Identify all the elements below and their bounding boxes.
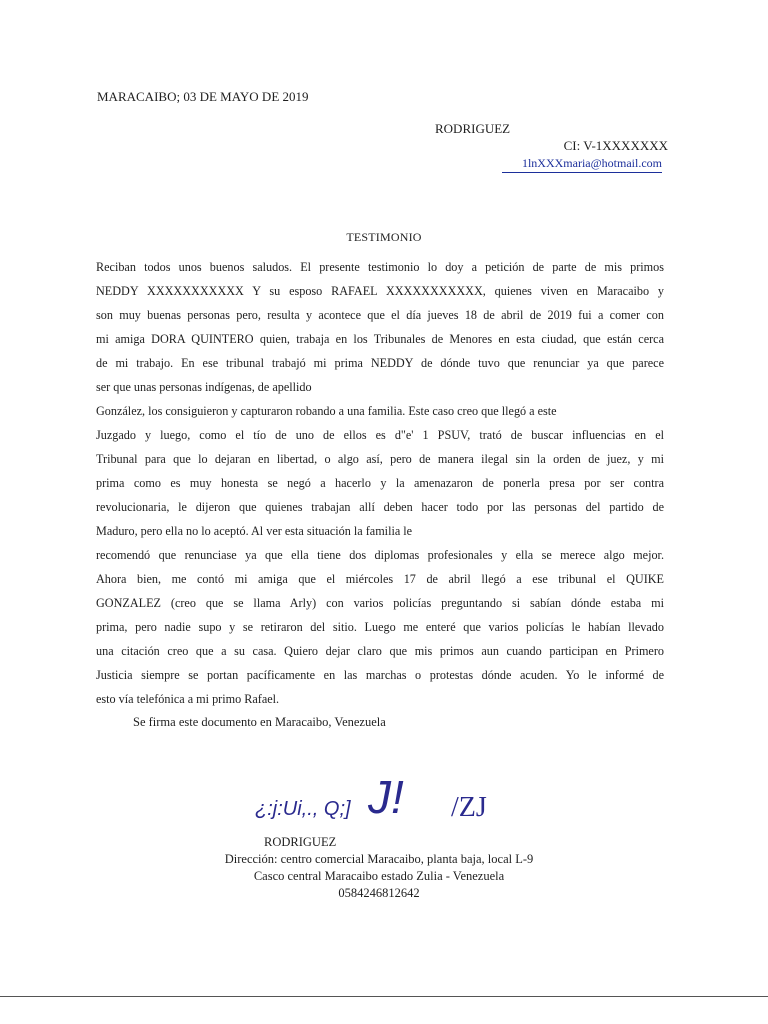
handwritten-signature	[255, 770, 515, 830]
body-line: de mi trabajo. En ese tribunal trabajó mi prima NEDDY de dónde tuvo que renunciar ya que parece	[96, 356, 664, 370]
body-line: Ahora bien, me contó mi amiga que el miércoles 17 de abril llegó a ese tribunal el QUIKE	[96, 572, 664, 586]
signing-statement: Se firma este documento en Maracaibo, Venezuela	[133, 715, 386, 729]
signer-contact-block	[0, 851, 758, 902]
body-line: esto vía telefónica a mi primo Rafael.	[96, 692, 280, 706]
body-line: prima, pero nadie supo y se retiraron del sitio. Luego me enteré que varios policías le habían llevado	[96, 620, 664, 634]
body-line: Tribunal para que lo dejaran en libertad, o algo así, pero de manera ilegal sin la orden de juez, y mi	[96, 452, 664, 466]
body-line: recomendó que renunciase ya que ella tiene dos diplomas profesionales y ella se merece algo mejor.	[96, 548, 664, 562]
body-line: mi amiga DORA QUINTERO quien, trabaja en los Tribunales de Menores en esta ciudad, que están cerca	[96, 332, 664, 346]
address-line: Dirección: centro comercial Maracaibo, planta baja, local L-9	[224, 852, 534, 866]
sender-name: RODRIGUEZ	[435, 121, 511, 136]
signature-part: J!	[368, 771, 404, 823]
body-line: son muy buenas personas pero, resulta y acontece que el día jueves 18 de abril de 2019 fui a comer con	[96, 308, 664, 322]
phone-number: 0584246812642	[338, 886, 420, 900]
sender-id-number: CI: V-1XXXXXXX	[563, 138, 668, 153]
body-line: Reciban todos unos buenos saludos. El presente testimonio lo doy a petición de parte de mis primos	[96, 260, 664, 274]
body-line: una citación creo que a su casa. Quiero dejar claro que mis primos aun cuando participan en Primero	[96, 644, 664, 658]
body-line: revolucionaria, le dijeron que quienes trabajan allí deben hacer todo por las personas del partido de	[96, 500, 664, 514]
signature-part: ¿:j:Ui,., Q;]	[255, 798, 351, 820]
page-bottom-divider	[0, 996, 768, 997]
document-title: TESTIMONIO	[346, 230, 422, 244]
body-line: GONZALEZ (creo que se llama Arly) con varios policías preguntando si sabían dónde estaba mi	[96, 596, 664, 610]
signature-part: /ZJ	[451, 792, 487, 823]
body-line: Justicia siempre se portan pacíficamente en las marchas o protestas dónde acuden. Yo le informé de	[96, 668, 664, 682]
address-line: Casco central Maracaibo estado Zulia - Venezuela	[253, 869, 505, 883]
body-line: NEDDY XXXXXXXXXXX Y su esposo RAFAEL XXXXXXXXXXX, quienes viven en Maracaibo y	[96, 284, 664, 298]
body-line: ser que unas personas indígenas, de apellido	[96, 380, 312, 394]
body-line: Maduro, pero ella no lo aceptó. Al ver esta situación la familia le	[96, 524, 413, 538]
document-date: MARACAIBO; 03 DE MAYO DE 2019	[97, 89, 309, 104]
body-line: prima como es muy honesta se negó a hacerlo y la amenazaron de ponerla presa por ser contra	[96, 476, 664, 490]
body-line: González, los consiguieron y capturaron robando a una familia. Este caso creo que llegó a este	[96, 404, 557, 418]
body-line: Juzgado y luego, como el tío de uno de ellos es d"e' 1 PSUV, trató de buscar influencias en el	[96, 428, 664, 442]
sender-email-link[interactable]: 1lnXXXmaria@hotmail.com	[502, 156, 662, 173]
signer-name: RODRIGUEZ	[264, 835, 337, 849]
testimony-body	[96, 255, 664, 711]
